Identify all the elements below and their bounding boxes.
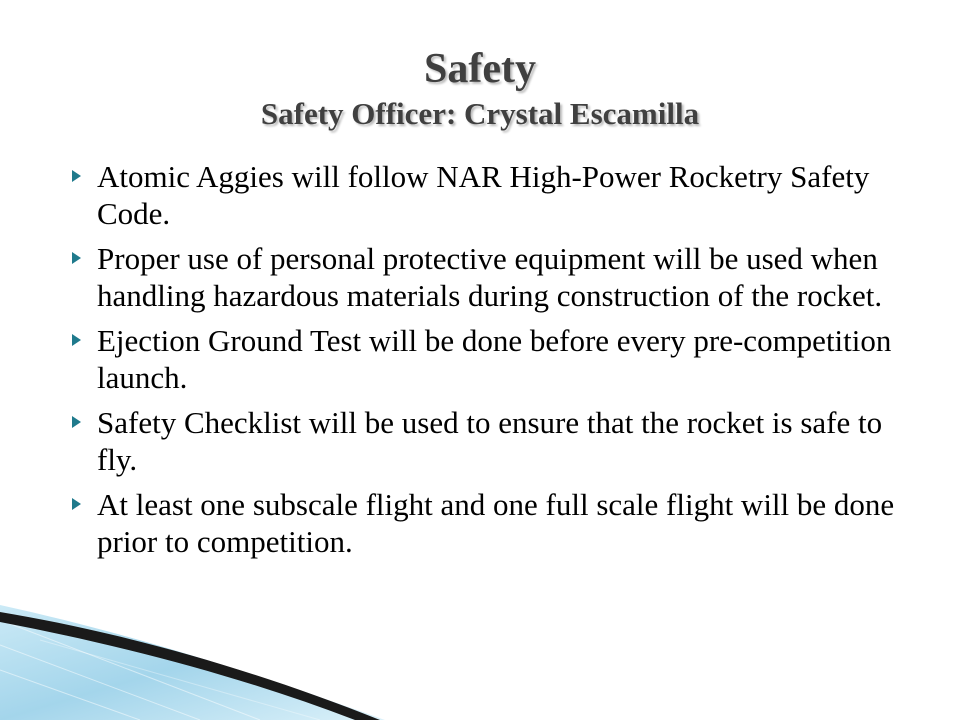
bullet-text: Atomic Aggies will follow NAR High-Power Rocketry Safety Code. bbox=[97, 159, 870, 231]
title-block bbox=[190, 44, 770, 134]
arrow-bullet-icon bbox=[72, 334, 81, 346]
bullet-item bbox=[70, 486, 910, 560]
arrow-bullet-icon bbox=[72, 498, 81, 510]
slide-title: Safety bbox=[424, 46, 536, 92]
arrow-bullet-icon bbox=[72, 252, 81, 264]
slide-subtitle: Safety Officer: Crystal Escamilla bbox=[260, 96, 700, 131]
bullet-item bbox=[70, 322, 910, 396]
bullet-text: Ejection Ground Test will be done before every pre-competition launch. bbox=[97, 323, 892, 395]
arrow-bullet-icon bbox=[72, 416, 81, 428]
bullet-list bbox=[70, 158, 910, 568]
bullet-text: Proper use of personal protective equipment will be used when handling hazardous materials during construction of the rocket. bbox=[97, 241, 883, 313]
bullet-item bbox=[70, 240, 910, 314]
bullet-item bbox=[70, 158, 910, 232]
bullet-text: Safety Checklist will be used to ensure that the rocket is safe to fly. bbox=[97, 405, 883, 477]
arrow-bullet-icon bbox=[72, 170, 81, 182]
bullet-item bbox=[70, 404, 910, 478]
bullet-text: At least one subscale flight and one full scale flight will be done prior to competition. bbox=[97, 487, 895, 559]
